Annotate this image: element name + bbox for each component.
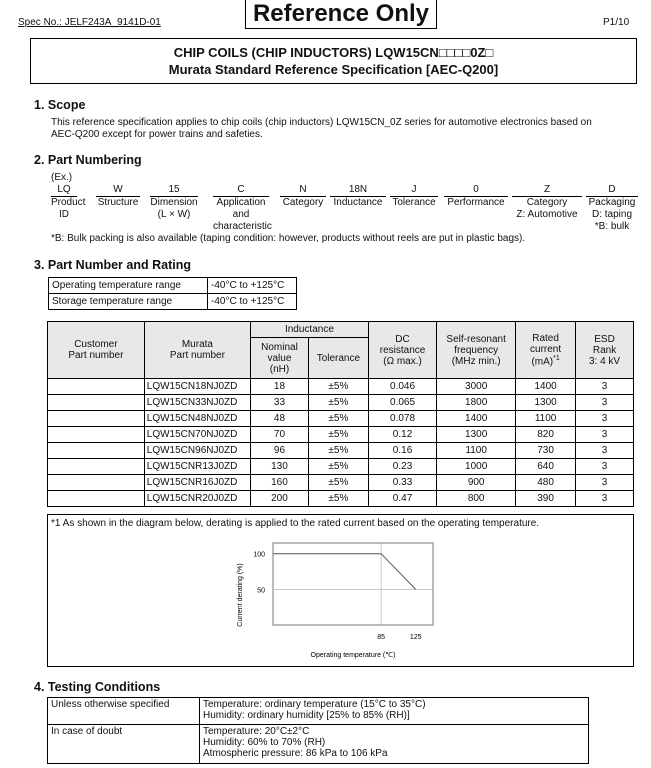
murata-part-header <box>144 322 250 379</box>
condition-line: Temperature: 20°C±2°C <box>203 726 310 737</box>
segment-label: (L × W) <box>157 209 191 220</box>
chart-x-label: Operating temperature (℃) <box>310 652 396 659</box>
segment-label: Tolerance <box>392 197 436 208</box>
customer-part-cell <box>48 475 145 491</box>
dc-resistance-cell: 0.47 <box>368 491 436 507</box>
srf-header <box>437 322 516 379</box>
header-text: (nH) <box>269 363 290 375</box>
segment-code: D <box>586 184 638 197</box>
header-text: DC <box>395 333 410 345</box>
condition-line: Humidity: ordinary humidity [25% to 85% (RH)] <box>203 710 410 721</box>
segment-code: LQ <box>51 184 77 197</box>
rated-current-header <box>516 322 576 379</box>
segment-code: 0 <box>444 184 508 197</box>
table-row <box>48 427 634 443</box>
condition-label: Unless otherwise specified <box>48 698 200 725</box>
rating-table <box>47 321 634 507</box>
condition-value <box>200 698 589 725</box>
tolerance-cell: ±5% <box>308 475 368 491</box>
document-title <box>30 38 637 84</box>
esd-cell: 3 <box>576 475 634 491</box>
esd-cell: 3 <box>576 427 634 443</box>
chart-plot-frame <box>273 543 433 625</box>
segment-label: Category <box>282 197 324 208</box>
table-row <box>48 411 634 427</box>
part-number-segment <box>512 184 582 221</box>
segment-code: N <box>280 184 326 197</box>
tolerance-cell: ±5% <box>308 395 368 411</box>
tolerance-cell: ±5% <box>308 459 368 475</box>
segment-label: characteristic <box>213 221 272 232</box>
part-number-segment <box>444 184 508 209</box>
condition-line: Humidity: 60% to 70% (RH) <box>203 737 326 748</box>
temp-value: -40°C to +125°C <box>208 278 297 294</box>
part-number-segment <box>51 184 86 221</box>
tolerance-header: Tolerance <box>308 338 368 379</box>
customer-part-cell <box>48 459 145 475</box>
tolerance-cell: ±5% <box>308 411 368 427</box>
header-text: (Ω max.) <box>383 355 422 367</box>
header-text: Murata <box>181 339 213 350</box>
srf-cell: 1400 <box>437 411 516 427</box>
srf-cell: 3000 <box>437 379 516 395</box>
derating-note: *1 As shown in the diagram below, derating is applied to the rated current based on the operating temperature. <box>51 518 540 529</box>
segment-label: Structure <box>97 197 139 208</box>
derating-chart <box>228 535 458 665</box>
segment-label: Product <box>51 197 86 208</box>
dc-resistance-cell: 0.33 <box>368 475 436 491</box>
esd-cell: 3 <box>576 443 634 459</box>
header-text: Part number <box>68 350 124 361</box>
part-numbering-heading: 2. Part Numbering <box>34 153 142 167</box>
segment-code: Z <box>512 184 582 197</box>
rated-current-cell: 730 <box>516 443 576 459</box>
murata-part-cell: LQW15CNR20J0ZD <box>144 491 250 507</box>
rating-heading: 3. Part Number and Rating <box>34 258 191 272</box>
murata-part-cell: LQW15CNR13J0ZD <box>144 459 250 475</box>
nominal-cell: 70 <box>251 427 309 443</box>
nominal-cell: 130 <box>251 459 309 475</box>
segment-code: W <box>96 184 140 197</box>
nominal-cell: 200 <box>251 491 309 507</box>
customer-part-cell <box>48 427 145 443</box>
temperature-range-table <box>48 277 297 310</box>
segment-label: ID <box>59 209 69 220</box>
scope-text-1: This reference specification applies to chip coils (chip inductors) LQW15CN_0Z series for automotive electronics based on <box>51 117 592 128</box>
rated-current-cell: 1300 <box>516 395 576 411</box>
dc-resistance-cell: 0.16 <box>368 443 436 459</box>
rated-current-cell: 480 <box>516 475 576 491</box>
part-number-segment <box>390 184 438 209</box>
rated-current-cell: 640 <box>516 459 576 475</box>
table-row <box>48 459 634 475</box>
part-numbering-example: (Ex.) <box>51 172 73 183</box>
srf-cell: 1100 <box>437 443 516 459</box>
murata-part-cell: LQW15CN33NJ0ZD <box>144 395 250 411</box>
esd-cell: 3 <box>576 491 634 507</box>
esd-rank-header <box>576 322 634 379</box>
nominal-cell: 96 <box>251 443 309 459</box>
segment-label: Z: Automotive <box>516 209 578 220</box>
esd-cell: 3 <box>576 459 634 475</box>
segment-code: 15 <box>150 184 198 197</box>
chart-x-tick-125: 125 <box>409 634 422 641</box>
tolerance-cell: ±5% <box>308 491 368 507</box>
murata-part-cell: LQW15CN48NJ0ZD <box>144 411 250 427</box>
murata-part-cell: LQW15CN96NJ0ZD <box>144 443 250 459</box>
nominal-cell: 18 <box>251 379 309 395</box>
table-row <box>48 379 634 395</box>
customer-part-header <box>48 322 145 379</box>
chart-y-tick-50: 50 <box>257 587 265 595</box>
part-number-segment <box>96 184 140 209</box>
header-text: value <box>267 352 292 364</box>
murata-part-cell: LQW15CNR16J0ZD <box>144 475 250 491</box>
header-text: ESD <box>594 333 615 345</box>
derating-curve <box>273 554 416 590</box>
part-number-segment <box>280 184 326 209</box>
rated-current-cell: 1400 <box>516 379 576 395</box>
customer-part-cell <box>48 443 145 459</box>
dc-resistance-cell: 0.23 <box>368 459 436 475</box>
table-row <box>48 443 634 459</box>
segment-label: Application <box>216 197 266 208</box>
murata-part-cell: LQW15CN70NJ0ZD <box>144 427 250 443</box>
murata-part-cell: LQW15CN18NJ0ZD <box>144 379 250 395</box>
header-text: Rated <box>532 332 559 344</box>
temp-label: Storage temperature range <box>49 294 208 310</box>
segment-label: Packaging <box>588 197 636 208</box>
table-row <box>48 698 589 725</box>
tolerance-cell: ±5% <box>308 443 368 459</box>
header-text: current <box>530 343 562 355</box>
header-text: (MHz min.) <box>451 355 501 367</box>
chart-y-label: Current derating (%) <box>237 563 244 627</box>
srf-cell: 1000 <box>437 459 516 475</box>
scope-heading: 1. Scope <box>34 98 86 112</box>
header-text: Self-resonant <box>446 333 506 345</box>
segment-label: and <box>232 209 250 220</box>
segment-label: Inductance <box>333 197 383 208</box>
chart-frame <box>273 543 433 625</box>
table-row <box>48 725 589 764</box>
condition-label: In case of doubt <box>48 725 200 764</box>
header-text: 3: 4 kV <box>588 355 621 367</box>
bulk-packing-note: *B: Bulk packing is also available (taping condition: however, products without reels are put in plastic bags). <box>51 233 526 244</box>
segment-code: C <box>213 184 269 197</box>
table-row <box>48 395 634 411</box>
table-row <box>49 278 297 294</box>
spec-number: Spec No.: JELF243A_9141D-01 <box>18 17 161 28</box>
esd-cell: 3 <box>576 379 634 395</box>
chart-y-tick-100: 100 <box>253 551 265 559</box>
scope-text-2: AEC-Q200 except for power trains and safeties. <box>51 129 263 140</box>
rated-current-cell: 820 <box>516 427 576 443</box>
temp-value: -40°C to +125°C <box>208 294 297 310</box>
dc-resistance-cell: 0.046 <box>368 379 436 395</box>
header-text: Nominal <box>261 341 298 353</box>
esd-cell: 3 <box>576 411 634 427</box>
title-line-2: Murata Standard Reference Specification [AEC-Q200] <box>168 62 499 77</box>
segment-label: Performance <box>447 197 505 208</box>
customer-part-cell <box>48 491 145 507</box>
dc-resistance-cell: 0.12 <box>368 427 436 443</box>
segment-label: D: taping <box>591 209 633 220</box>
rated-current-cell: 390 <box>516 491 576 507</box>
title-line-1: CHIP COILS (CHIP INDUCTORS) LQW15CN□□□□0Z□ <box>173 45 494 60</box>
header-text: resistance <box>379 344 426 356</box>
segment-label: Category <box>526 197 568 208</box>
tolerance-cell: ±5% <box>308 379 368 395</box>
reference-only-banner: Reference Only <box>245 0 437 29</box>
segment-label: *B: bulk <box>594 221 630 232</box>
segment-label: Dimension <box>150 197 198 208</box>
part-number-segment <box>586 184 638 233</box>
dc-resistance-header <box>368 322 436 379</box>
segment-code: 18N <box>330 184 386 197</box>
tolerance-cell: ±5% <box>308 427 368 443</box>
footnote-marker: *1 <box>553 354 560 362</box>
customer-part-cell <box>48 411 145 427</box>
header-text: Customer <box>74 339 118 350</box>
customer-part-cell <box>48 395 145 411</box>
table-row <box>48 491 634 507</box>
condition-value <box>200 725 589 764</box>
nominal-cell: 33 <box>251 395 309 411</box>
condition-line: Atmospheric pressure: 86 kPa to 106 kPa <box>203 748 388 759</box>
segment-code: J <box>390 184 438 197</box>
dc-resistance-cell: 0.065 <box>368 395 436 411</box>
testing-conditions-table <box>47 697 589 764</box>
nominal-cell: 48 <box>251 411 309 427</box>
esd-cell: 3 <box>576 395 634 411</box>
testing-heading: 4. Testing Conditions <box>34 680 161 694</box>
chart-x-tick-85: 85 <box>377 634 386 641</box>
nominal-value-header <box>251 338 309 379</box>
part-numbering-breakdown <box>0 184 651 234</box>
derating-note-box <box>47 514 634 667</box>
table-row <box>48 475 634 491</box>
condition-line: Temperature: ordinary temperature (15°C to 35°C) <box>203 699 426 710</box>
header-text: Rank <box>592 344 617 356</box>
inductance-header: Inductance <box>251 322 369 338</box>
header-text: frequency <box>454 344 499 356</box>
part-number-segment <box>330 184 386 209</box>
customer-part-cell <box>48 379 145 395</box>
temp-label: Operating temperature range <box>49 278 208 294</box>
header-text: Part number <box>169 350 225 361</box>
page-number: P1/10 <box>603 17 630 28</box>
part-number-segment <box>150 184 198 221</box>
header-text: (mA) <box>531 356 554 368</box>
table-row <box>49 294 297 310</box>
srf-cell: 1800 <box>437 395 516 411</box>
nominal-cell: 160 <box>251 475 309 491</box>
srf-cell: 900 <box>437 475 516 491</box>
rated-current-cell: 1100 <box>516 411 576 427</box>
srf-cell: 800 <box>437 491 516 507</box>
part-number-segment <box>213 184 272 233</box>
dc-resistance-cell: 0.078 <box>368 411 436 427</box>
srf-cell: 1300 <box>437 427 516 443</box>
